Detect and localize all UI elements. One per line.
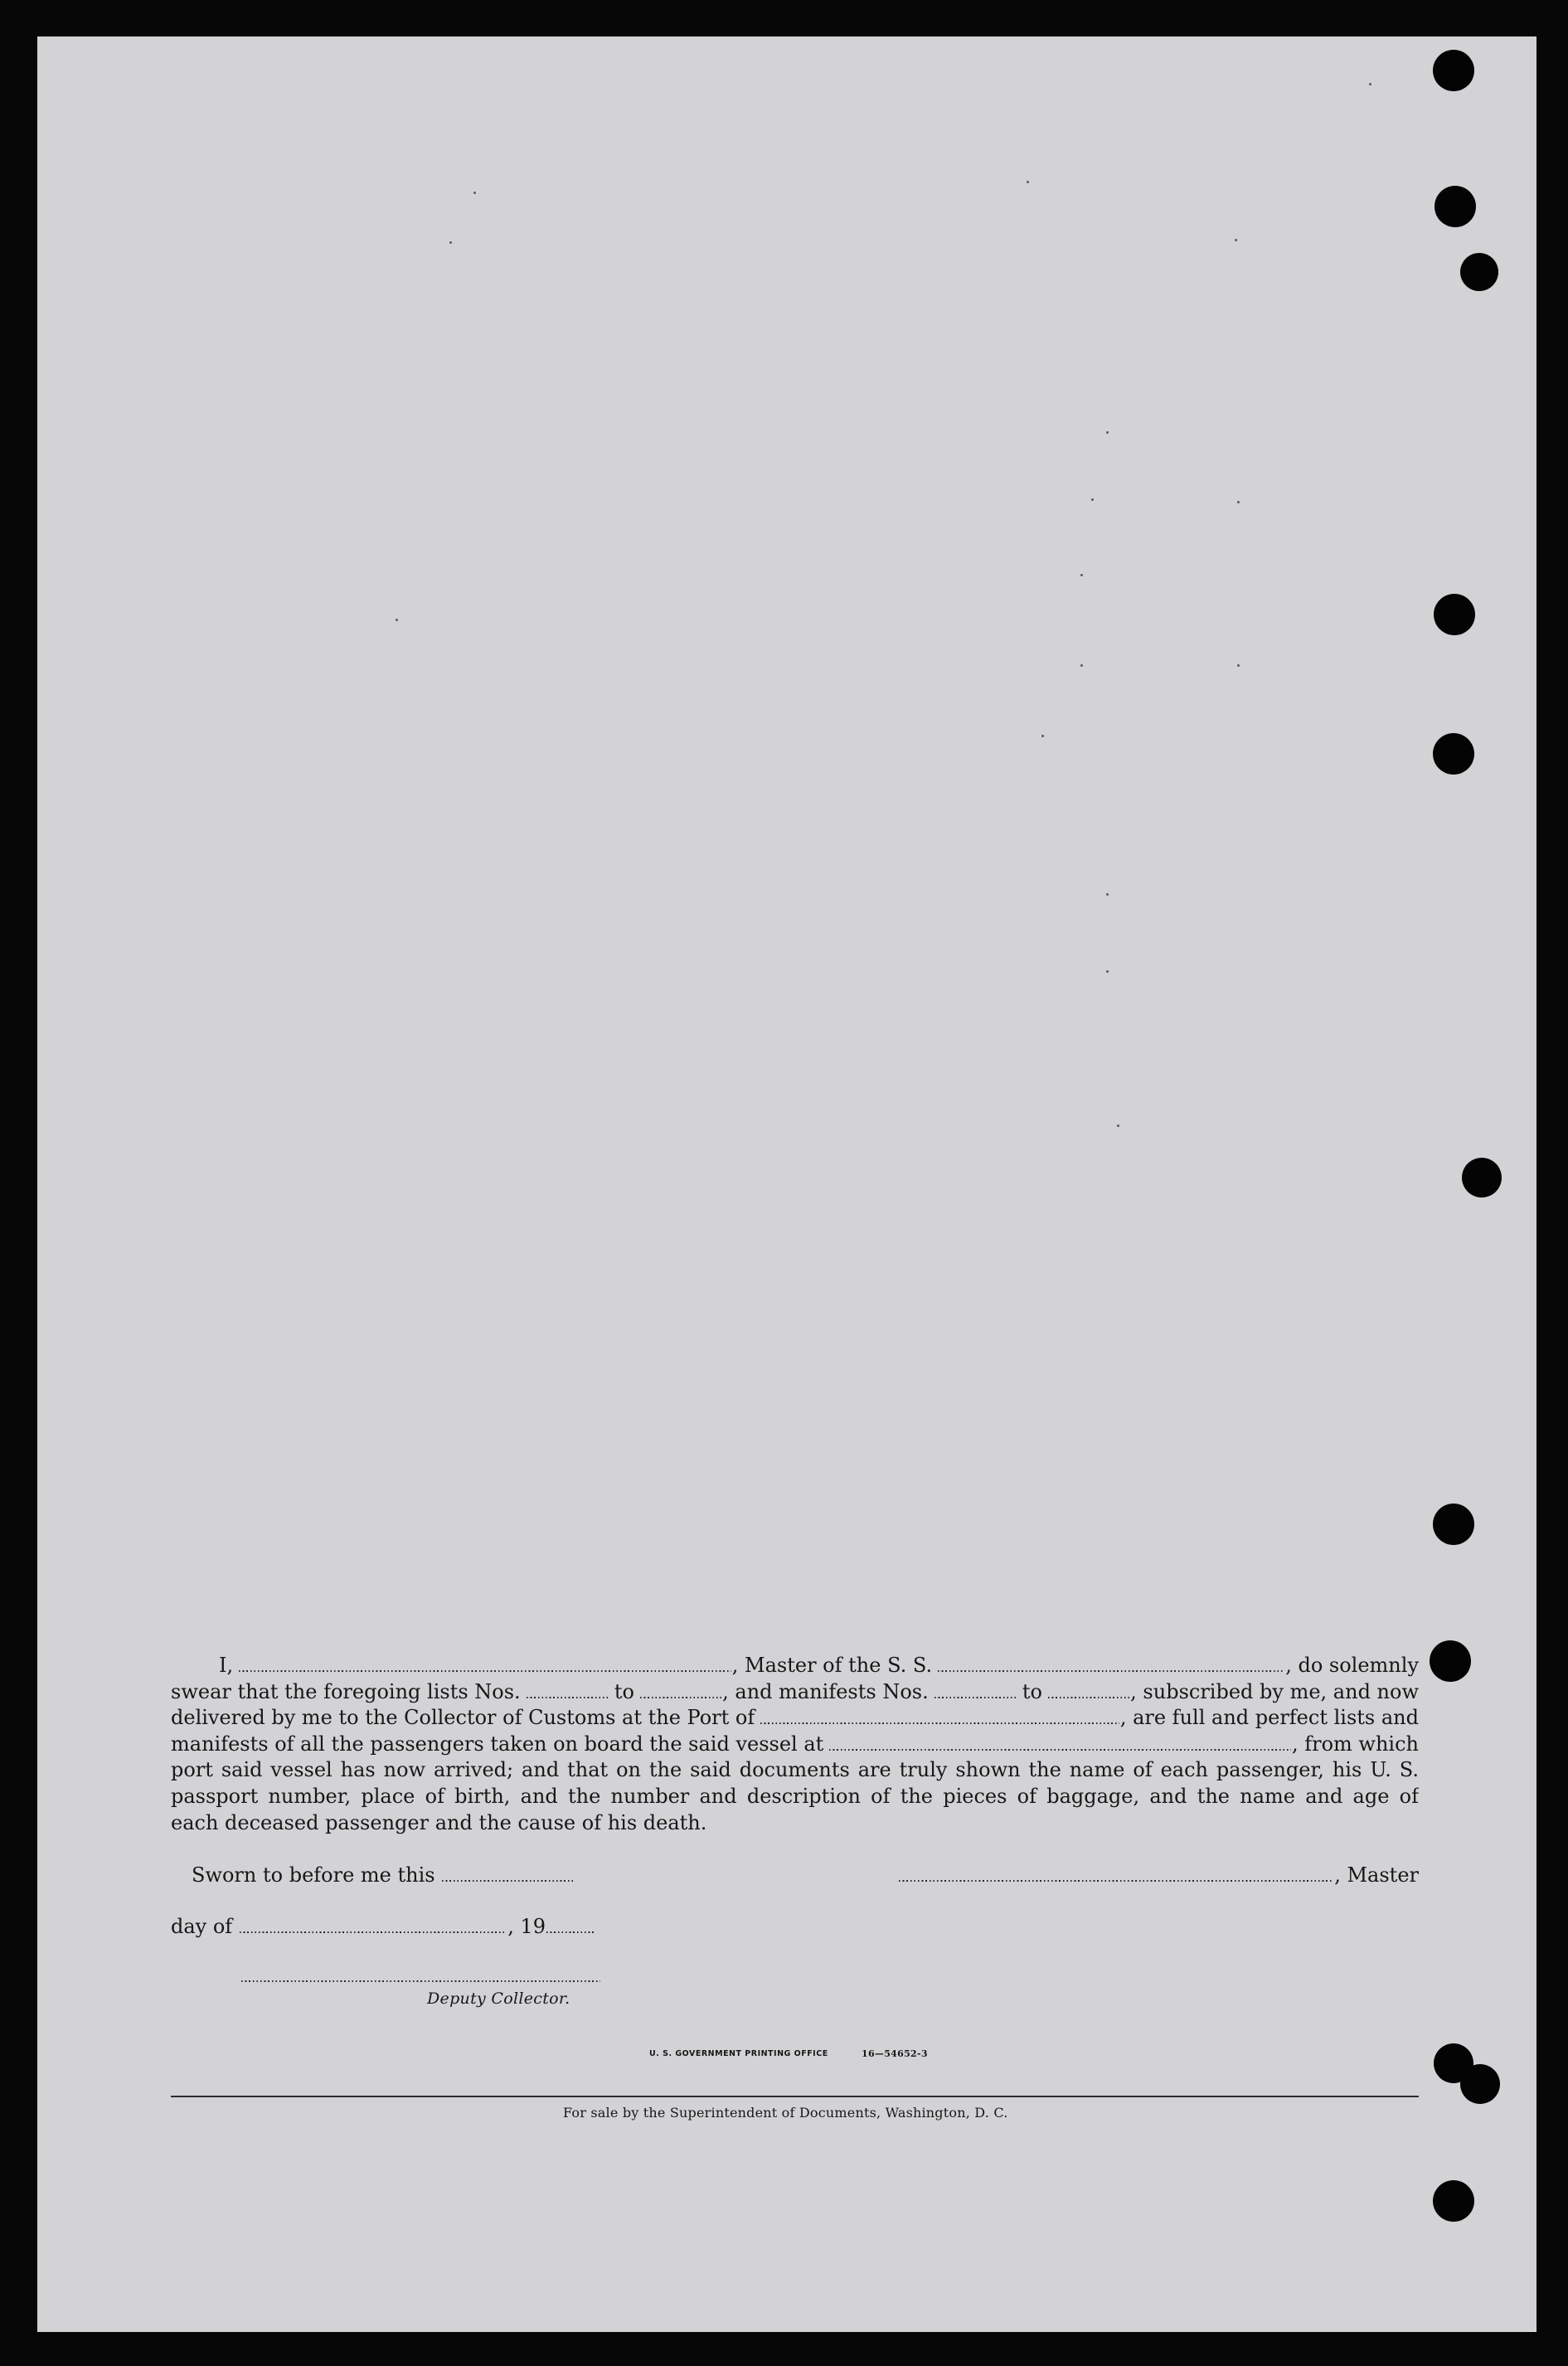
footer-rule [171,2096,1419,2097]
month-blank [240,1931,507,1933]
punch-hole [1433,50,1474,91]
scan-speck [473,192,476,194]
deputy-collector-label: Deputy Collector. [427,1989,570,2008]
oath-line-ending: , do solemnly [1285,1654,1419,1677]
scan-speck [1106,431,1109,434]
for-sale-notice: For sale by the Superintendent of Documents, Washington, D. C. [563,2105,1008,2121]
oath-line [171,1810,1419,1837]
deputy-collector-signature-blank [241,1980,600,1982]
oath-line-ending: , subscribed by me, and now [1130,1679,1420,1703]
lists-to-blank [640,1697,721,1698]
lists-from-blank [527,1697,608,1698]
scan-speck [1117,1125,1119,1127]
form-number: 16—54652-3 [862,2048,928,2059]
scan-speck [1041,735,1044,737]
scan-speck [1080,664,1083,667]
oath-to-text: to [614,1679,634,1703]
oath-line: port said vessel has now arrived; and that on the said documents are truly shown the name of each passenger, his U. S. [171,1758,1419,1782]
day-of-line [171,1914,1419,1941]
oath-vessel-text: manifests of all the passengers taken on board the said vessel at [171,1732,824,1756]
document-page [37,36,1536,2332]
master-signature-blank [899,1880,1333,1882]
oath-lists-text: swear that the foregoing lists Nos. [171,1679,521,1703]
punch-hole [1462,1158,1502,1198]
oath-final-line: each deceased passenger and the cause of his death. [171,1810,707,1834]
punch-hole [1430,1640,1471,1682]
year-prefix: , 19 [507,1915,546,1938]
sworn-text: Sworn to before me this [192,1863,435,1887]
punch-hole [1433,1504,1474,1545]
scan-speck [1369,83,1371,85]
scan-speck [1237,664,1240,667]
master-name-blank [239,1670,731,1672]
sworn-date-blank [442,1880,575,1882]
punch-hole [1433,733,1474,775]
port-of-arrival-blank [760,1722,1119,1724]
oath-line: passport number, place of birth, and the number and description of the pieces of baggage, and the name and age of [171,1784,1419,1808]
oath-line-ending: , are full and perfect lists and [1119,1706,1419,1730]
oath-line [171,1679,1419,1706]
scan-speck [1080,574,1083,576]
oath-port-text: delivered by me to the Collector of Customs at the Port of [171,1706,755,1730]
sworn-line [171,1863,1419,1889]
punch-hole [1460,2064,1500,2104]
punch-hole [1460,253,1498,291]
oath-manifests-text: , and manifests Nos. [722,1679,929,1703]
master-oath [171,1653,1419,1836]
scan-speck [1091,498,1094,501]
punch-hole [1434,594,1475,635]
oath-line [171,1653,1419,1679]
scan-speck [1237,501,1240,503]
port-of-embarkation-blank [829,1749,1291,1751]
punch-hole [1435,186,1476,227]
oath-opening: I, [219,1654,234,1677]
day-of-text: day of [171,1915,233,1938]
oath-to-text: to [1022,1679,1042,1703]
oath-line [171,1705,1419,1732]
master-signature-label: , Master [1334,1863,1419,1887]
oath-line [171,1732,1419,1758]
oath-master-of-ship: , Master of the S. S. [731,1654,933,1677]
punch-hole [1433,2180,1474,2222]
manifests-to-blank [1048,1697,1129,1698]
scan-speck [1027,181,1029,183]
printer-imprint: U. S. GOVERNMENT PRINTING OFFICE [649,2049,828,2058]
year-blank [546,1931,595,1933]
scan-speck [1106,970,1109,973]
scan-speck [1106,893,1109,896]
scan-speck [396,619,398,621]
manifests-from-blank [934,1697,1016,1698]
oath-line-ending: , from which [1291,1732,1419,1756]
vessel-name-blank [938,1670,1284,1672]
scan-speck [1235,239,1237,241]
scan-speck [449,241,452,244]
